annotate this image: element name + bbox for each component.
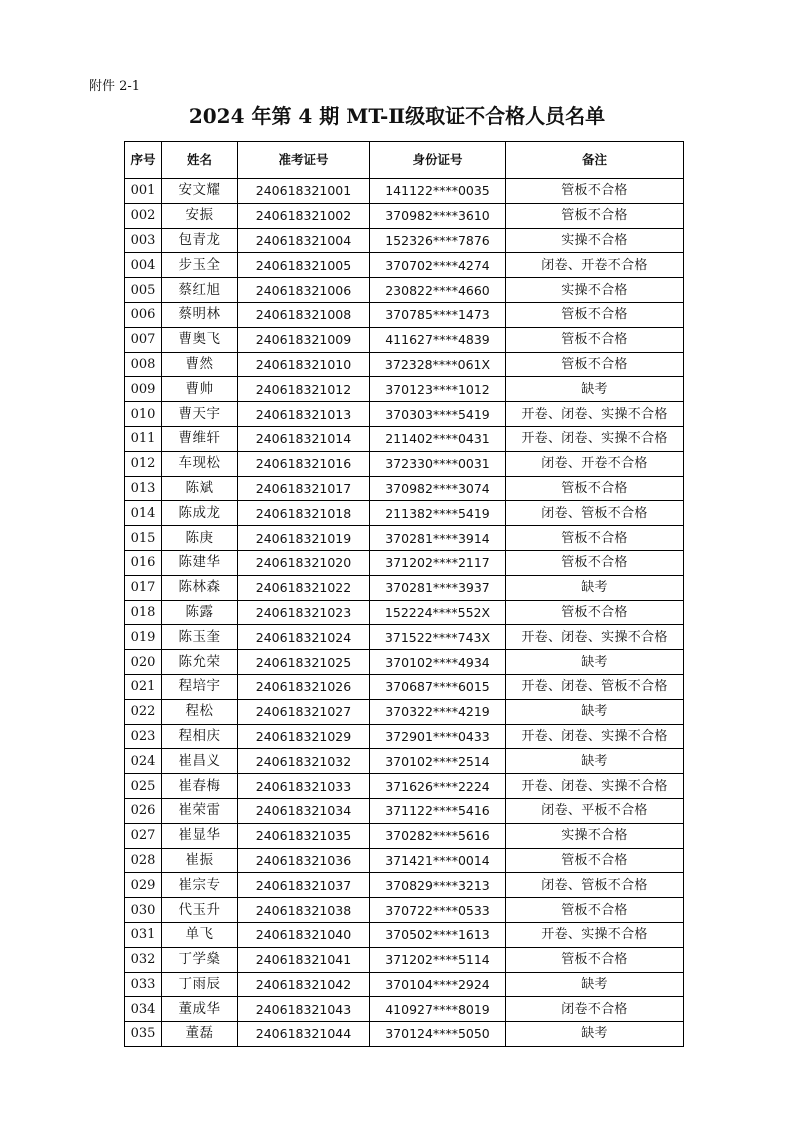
column-header-id-no: 身份证号 — [370, 142, 506, 179]
cell-id-no: 211382****5419 — [370, 501, 506, 526]
cell-seq: 010 — [125, 402, 162, 427]
cell-exam-no: 240618321029 — [238, 724, 370, 749]
cell-note: 开卷、闭卷、管板不合格 — [506, 674, 684, 699]
cell-name: 曹帅 — [162, 377, 238, 402]
cell-seq: 033 — [125, 972, 162, 997]
cell-seq: 030 — [125, 898, 162, 923]
cell-exam-no: 240618321014 — [238, 426, 370, 451]
cell-exam-no: 240618321017 — [238, 476, 370, 501]
cell-exam-no: 240618321043 — [238, 997, 370, 1022]
cell-id-no: 371122****5416 — [370, 798, 506, 823]
cell-note: 管板不合格 — [506, 203, 684, 228]
cell-seq: 004 — [125, 253, 162, 278]
cell-seq: 001 — [125, 179, 162, 204]
cell-seq: 008 — [125, 352, 162, 377]
cell-note: 开卷、闭卷、实操不合格 — [506, 724, 684, 749]
table-row — [125, 352, 684, 377]
cell-note: 开卷、实操不合格 — [506, 922, 684, 947]
cell-note: 缺考 — [506, 575, 684, 600]
cell-note: 管板不合格 — [506, 179, 684, 204]
cell-id-no: 370829****3213 — [370, 873, 506, 898]
cell-seq: 032 — [125, 947, 162, 972]
cell-note: 闭卷、管板不合格 — [506, 873, 684, 898]
table-row — [125, 575, 684, 600]
cell-note: 管板不合格 — [506, 352, 684, 377]
cell-id-no: 370281****3914 — [370, 526, 506, 551]
table-row — [125, 823, 684, 848]
cell-exam-no: 240618321034 — [238, 798, 370, 823]
cell-id-no: 370687****6015 — [370, 674, 506, 699]
cell-note: 缺考 — [506, 749, 684, 774]
cell-exam-no: 240618321035 — [238, 823, 370, 848]
cell-note: 缺考 — [506, 650, 684, 675]
cell-seq: 007 — [125, 327, 162, 352]
cell-id-no: 410927****8019 — [370, 997, 506, 1022]
cell-name: 程相庆 — [162, 724, 238, 749]
table-row — [125, 253, 684, 278]
cell-exam-no: 240618321032 — [238, 749, 370, 774]
cell-exam-no: 240618321010 — [238, 352, 370, 377]
cell-id-no: 370982****3074 — [370, 476, 506, 501]
cell-exam-no: 240618321026 — [238, 674, 370, 699]
column-header-note: 备注 — [506, 142, 684, 179]
cell-id-no: 371421****0014 — [370, 848, 506, 873]
cell-note: 管板不合格 — [506, 848, 684, 873]
table-row — [125, 774, 684, 799]
cell-name: 安文耀 — [162, 179, 238, 204]
table-row — [125, 798, 684, 823]
cell-name: 丁学燊 — [162, 947, 238, 972]
table-row — [125, 1022, 684, 1047]
cell-seq: 018 — [125, 600, 162, 625]
table-header-row — [125, 142, 684, 179]
cell-note: 管板不合格 — [506, 302, 684, 327]
cell-note: 实操不合格 — [506, 228, 684, 253]
cell-id-no: 211402****0431 — [370, 426, 506, 451]
cell-note: 缺考 — [506, 1022, 684, 1047]
cell-id-no: 371202****5114 — [370, 947, 506, 972]
cell-name: 崔春梅 — [162, 774, 238, 799]
table-row — [125, 402, 684, 427]
table-row — [125, 526, 684, 551]
cell-note: 缺考 — [506, 699, 684, 724]
cell-seq: 021 — [125, 674, 162, 699]
cell-seq: 031 — [125, 922, 162, 947]
cell-note: 开卷、闭卷、实操不合格 — [506, 402, 684, 427]
table-row — [125, 873, 684, 898]
table-row — [125, 972, 684, 997]
cell-exam-no: 240618321025 — [238, 650, 370, 675]
page-title: 2024 年第 4 期 MT-Ⅱ级取证不合格人员名单 — [188, 104, 606, 128]
table-row — [125, 922, 684, 947]
cell-exam-no: 240618321009 — [238, 327, 370, 352]
cell-note: 缺考 — [506, 377, 684, 402]
cell-seq: 015 — [125, 526, 162, 551]
cell-name: 代玉升 — [162, 898, 238, 923]
cell-exam-no: 240618321033 — [238, 774, 370, 799]
cell-id-no: 152326****7876 — [370, 228, 506, 253]
cell-exam-no: 240618321020 — [238, 550, 370, 575]
cell-note: 实操不合格 — [506, 278, 684, 303]
cell-seq: 016 — [125, 550, 162, 575]
table-row — [125, 724, 684, 749]
cell-seq: 019 — [125, 625, 162, 650]
table-row — [125, 451, 684, 476]
table-row — [125, 997, 684, 1022]
cell-name: 车现松 — [162, 451, 238, 476]
cell-id-no: 370702****4274 — [370, 253, 506, 278]
cell-name: 陈林森 — [162, 575, 238, 600]
column-header-seq: 序号 — [125, 142, 162, 179]
table-row — [125, 302, 684, 327]
cell-note: 开卷、闭卷、实操不合格 — [506, 774, 684, 799]
table-row — [125, 228, 684, 253]
cell-seq: 029 — [125, 873, 162, 898]
cell-seq: 005 — [125, 278, 162, 303]
cell-name: 安振 — [162, 203, 238, 228]
failed-candidates-table — [124, 141, 684, 1047]
cell-note: 管板不合格 — [506, 550, 684, 575]
cell-name: 曹维轩 — [162, 426, 238, 451]
cell-name: 陈斌 — [162, 476, 238, 501]
cell-seq: 013 — [125, 476, 162, 501]
cell-exam-no: 240618321005 — [238, 253, 370, 278]
cell-seq: 024 — [125, 749, 162, 774]
cell-note: 闭卷、管板不合格 — [506, 501, 684, 526]
cell-exam-no: 240618321038 — [238, 898, 370, 923]
cell-id-no: 411627****4839 — [370, 327, 506, 352]
cell-name: 蔡明林 — [162, 302, 238, 327]
cell-exam-no: 240618321027 — [238, 699, 370, 724]
cell-seq: 020 — [125, 650, 162, 675]
cell-seq: 026 — [125, 798, 162, 823]
cell-id-no: 371626****2224 — [370, 774, 506, 799]
cell-note: 实操不合格 — [506, 823, 684, 848]
cell-exam-no: 240618321013 — [238, 402, 370, 427]
cell-note: 开卷、闭卷、实操不合格 — [506, 426, 684, 451]
table-body — [125, 179, 684, 1047]
cell-exam-no: 240618321019 — [238, 526, 370, 551]
cell-name: 陈露 — [162, 600, 238, 625]
table-row — [125, 476, 684, 501]
cell-name: 董成华 — [162, 997, 238, 1022]
cell-name: 陈玉奎 — [162, 625, 238, 650]
cell-id-no: 372330****0031 — [370, 451, 506, 476]
cell-note: 闭卷不合格 — [506, 997, 684, 1022]
cell-exam-no: 240618321037 — [238, 873, 370, 898]
cell-name: 陈庚 — [162, 526, 238, 551]
table-row — [125, 327, 684, 352]
cell-exam-no: 240618321016 — [238, 451, 370, 476]
cell-name: 曹天宇 — [162, 402, 238, 427]
cell-exam-no: 240618321036 — [238, 848, 370, 873]
attachment-label: 附件 2-1 — [89, 79, 141, 94]
table-row — [125, 377, 684, 402]
cell-note: 缺考 — [506, 972, 684, 997]
cell-seq: 028 — [125, 848, 162, 873]
cell-seq: 025 — [125, 774, 162, 799]
table-row — [125, 600, 684, 625]
cell-name: 崔荣雷 — [162, 798, 238, 823]
cell-id-no: 370322****4219 — [370, 699, 506, 724]
cell-name: 丁雨辰 — [162, 972, 238, 997]
cell-exam-no: 240618321041 — [238, 947, 370, 972]
table-row — [125, 749, 684, 774]
cell-note: 管板不合格 — [506, 476, 684, 501]
cell-exam-no: 240618321024 — [238, 625, 370, 650]
cell-note: 管板不合格 — [506, 327, 684, 352]
cell-seq: 006 — [125, 302, 162, 327]
cell-name: 陈成龙 — [162, 501, 238, 526]
cell-id-no: 370104****2924 — [370, 972, 506, 997]
cell-exam-no: 240618321008 — [238, 302, 370, 327]
table-row — [125, 674, 684, 699]
cell-id-no: 372901****0433 — [370, 724, 506, 749]
column-header-name: 姓名 — [162, 142, 238, 179]
cell-exam-no: 240618321022 — [238, 575, 370, 600]
cell-seq: 035 — [125, 1022, 162, 1047]
cell-id-no: 141122****0035 — [370, 179, 506, 204]
cell-exam-no: 240618321012 — [238, 377, 370, 402]
cell-name: 陈建华 — [162, 550, 238, 575]
cell-name: 蔡红旭 — [162, 278, 238, 303]
cell-note: 管板不合格 — [506, 600, 684, 625]
table-row — [125, 699, 684, 724]
cell-exam-no: 240618321040 — [238, 922, 370, 947]
cell-id-no: 370785****1473 — [370, 302, 506, 327]
cell-exam-no: 240618321006 — [238, 278, 370, 303]
cell-id-no: 371202****2117 — [370, 550, 506, 575]
cell-note: 开卷、闭卷、实操不合格 — [506, 625, 684, 650]
cell-exam-no: 240618321018 — [238, 501, 370, 526]
cell-name: 董磊 — [162, 1022, 238, 1047]
cell-note: 闭卷、开卷不合格 — [506, 451, 684, 476]
table-row — [125, 898, 684, 923]
cell-name: 曹奥飞 — [162, 327, 238, 352]
cell-id-no: 370722****0533 — [370, 898, 506, 923]
cell-name: 崔宗专 — [162, 873, 238, 898]
table-row — [125, 550, 684, 575]
cell-name: 程培宇 — [162, 674, 238, 699]
cell-seq: 014 — [125, 501, 162, 526]
column-header-exam-no: 准考证号 — [238, 142, 370, 179]
table-row — [125, 848, 684, 873]
cell-id-no: 372328****061X — [370, 352, 506, 377]
cell-id-no: 370102****2514 — [370, 749, 506, 774]
cell-name: 崔振 — [162, 848, 238, 873]
table-row — [125, 278, 684, 303]
cell-exam-no: 240618321002 — [238, 203, 370, 228]
cell-seq: 011 — [125, 426, 162, 451]
cell-name: 崔显华 — [162, 823, 238, 848]
cell-note: 管板不合格 — [506, 526, 684, 551]
cell-id-no: 370982****3610 — [370, 203, 506, 228]
cell-exam-no: 240618321004 — [238, 228, 370, 253]
cell-name: 单飞 — [162, 922, 238, 947]
cell-name: 曹然 — [162, 352, 238, 377]
cell-name: 步玉全 — [162, 253, 238, 278]
table-row — [125, 426, 684, 451]
cell-seq: 027 — [125, 823, 162, 848]
cell-id-no: 370281****3937 — [370, 575, 506, 600]
cell-seq: 034 — [125, 997, 162, 1022]
cell-seq: 023 — [125, 724, 162, 749]
cell-exam-no: 240618321023 — [238, 600, 370, 625]
cell-exam-no: 240618321042 — [238, 972, 370, 997]
cell-name: 陈允荣 — [162, 650, 238, 675]
cell-exam-no: 240618321044 — [238, 1022, 370, 1047]
cell-name: 程松 — [162, 699, 238, 724]
cell-seq: 017 — [125, 575, 162, 600]
cell-id-no: 230822****4660 — [370, 278, 506, 303]
cell-seq: 022 — [125, 699, 162, 724]
cell-note: 管板不合格 — [506, 947, 684, 972]
cell-name: 包青龙 — [162, 228, 238, 253]
cell-seq: 009 — [125, 377, 162, 402]
cell-id-no: 370303****5419 — [370, 402, 506, 427]
cell-id-no: 370102****4934 — [370, 650, 506, 675]
cell-id-no: 370124****5050 — [370, 1022, 506, 1047]
table-row — [125, 203, 684, 228]
cell-id-no: 371522****743X — [370, 625, 506, 650]
table-row — [125, 179, 684, 204]
cell-seq: 012 — [125, 451, 162, 476]
cell-note: 闭卷、平板不合格 — [506, 798, 684, 823]
cell-note: 闭卷、开卷不合格 — [506, 253, 684, 278]
cell-seq: 003 — [125, 228, 162, 253]
cell-id-no: 152224****552X — [370, 600, 506, 625]
cell-id-no: 370502****1613 — [370, 922, 506, 947]
table-row — [125, 650, 684, 675]
table-row — [125, 625, 684, 650]
cell-id-no: 370123****1012 — [370, 377, 506, 402]
table-row — [125, 501, 684, 526]
cell-exam-no: 240618321001 — [238, 179, 370, 204]
cell-id-no: 370282****5616 — [370, 823, 506, 848]
table-row — [125, 947, 684, 972]
cell-seq: 002 — [125, 203, 162, 228]
cell-note: 管板不合格 — [506, 898, 684, 923]
cell-name: 崔昌义 — [162, 749, 238, 774]
